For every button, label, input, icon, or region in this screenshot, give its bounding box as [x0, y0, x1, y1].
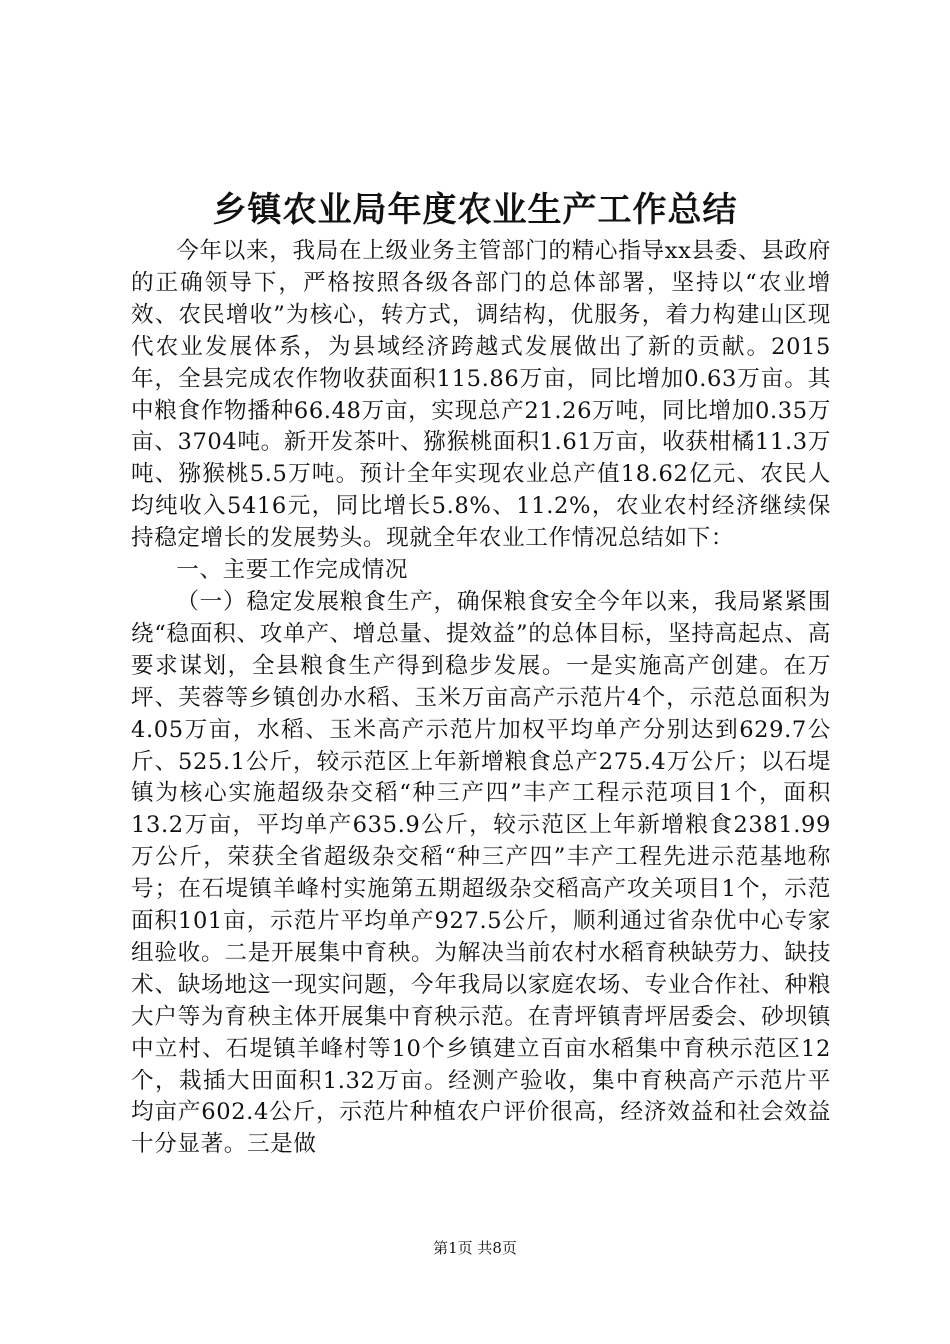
section-heading: 一、主要工作完成情况 [176, 557, 409, 584]
document-title: 乡镇农业局年度农业生产工作总结 [212, 190, 738, 230]
section-paragraph: （一）稳定发展粮食生产，确保粮食安全今年以来，我局紧紧围绕“稳面积、攻单产、增总量、提效益”的总体目标，坚持高起点、高要求谋划，全县粮食生产得到稳步发展。一是实施高产创建。在万坪、芙蓉等乡镇创办水稻、玉米万亩高产示范片4个，示范总面积为4.05万亩，水稻、玉米高产示范片加权平均单产分别达到629.7公斤、525.1公斤，较示范区上年新增粮食总产275.4万公斤；以石堤镇为核心实施超级杂交稻“种三产四”丰产工程示范项目1个，面积13.2万亩，平均单产635.9公斤，较示范区上年新增粮食2381.99万公斤，荣获全省超级杂交稻“种三产四”丰产工程先进示范基地称号；在石堤镇羊峰村实施第五期超级杂交稻高产攻关项目1个，示范面积101亩，示范片平均单产927.5公斤，顺利通过省杂优中心专家组验收。二是开展集中育秧。为解决当前农村水稻育秧缺劳力、缺技术、缺场地这一现实问题，今年我局以家庭农场、专业合作社、种粮大户等为育秧主体开展集中育秧示范。在青坪镇青坪居委会、砂坝镇中立村、石堤镇羊峰村等10个乡镇建立百亩水稻集中育秧示范区12个，栽插大田面积1.32万亩。经测产验收，集中育秧高产示范片平均亩产602.4公斤，示范片种植农户评价很高，经济效益和社会效益十分显著。三是做 [131, 588, 831, 1158]
page-footer: 第1页 共8页 [433, 1239, 517, 1257]
intro-paragraph: 今年以来，我局在上级业务主管部门的精心指导xx县委、县政府的正确领导下，严格按照各级各部门的总体部署，坚持以“农业增效、农民增收”为核心，转方式，调结构，优服务，着力构建山区现代农业发展体系，为县域经济跨越式发展做出了新的贡献。2015年，全县完成农作物收获面积115.86万亩，同比增加0.63万亩。其中粮食作物播种66.48万亩，实现总产21.26万吨，同比增加0.35万亩、3704吨。新开发茶叶、猕猴桃面积1.61万亩，收获柑橘11.3万吨、猕猴桃5.5万吨。预计全年实现农业总产值18.62亿元、农民人均纯收入5416元，同比增长5.8%、11.2%，农业农村经济继续保持稳定增长的发展势头。现就全年农业工作情况总结如下： [131, 238, 831, 552]
document-body [131, 236, 831, 1161]
